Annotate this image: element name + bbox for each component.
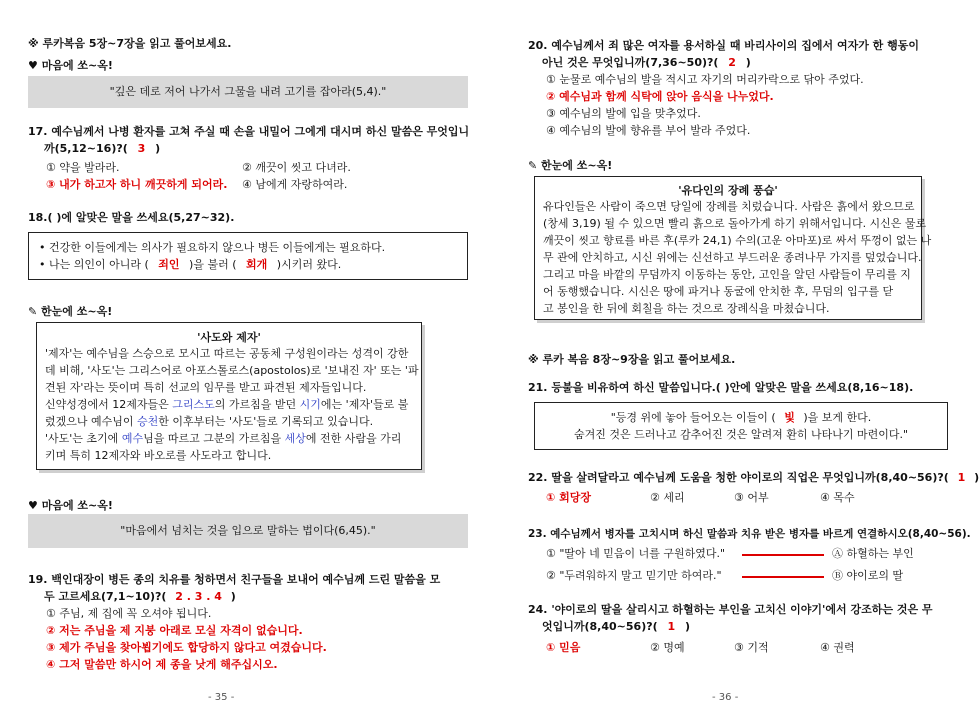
knowledge-line: 견된 자'라는 뜻이며 특히 선교의 임무를 받고 파견된 제자들입니다. bbox=[45, 381, 367, 394]
q18-prompt: 18.( )에 알맞은 말을 쓰세요(5,27~32). bbox=[28, 211, 235, 224]
q20-prompt-end: 아닌 것은 무엇입니까(7,36~50)?( bbox=[542, 56, 719, 69]
q17-answer: 3 bbox=[137, 142, 146, 155]
q21-box bbox=[534, 402, 948, 450]
q23-prompt: 23. 예수님께서 병자를 고치시며 하신 말씀과 치유 받은 병자를 바르게 연결하시오(8,40~56). bbox=[528, 528, 971, 540]
q19-option-3: ③ 제가 주님을 찾아뵙기에도 합당하지 않다고 여겼습니다. bbox=[46, 641, 327, 654]
q23-right-1: Ⓐ 하혈하는 부인 bbox=[832, 547, 914, 560]
q19-option-2: ② 저는 주님을 제 지붕 아래로 모실 자격이 없습니다. bbox=[46, 624, 303, 637]
page-number: - 35 - bbox=[208, 692, 235, 703]
q19-prompt-end: 두 고르세요(7,1~10)?( bbox=[44, 590, 167, 603]
knowledge-highlight: 그리스도 bbox=[172, 398, 215, 411]
q17-line2 bbox=[44, 141, 160, 157]
knowledge-line bbox=[45, 396, 413, 413]
knowledge-box-burial bbox=[534, 176, 932, 320]
q18-line2 bbox=[39, 256, 457, 273]
knowledge-line: 무 관에 안치하고, 시신 위에는 신선하고 부드러운 종려나무 가지를 덮었습니다. bbox=[543, 251, 922, 264]
q22-prompt: 22. 딸을 살려달라고 예수님께 도움을 청한 야이로의 직업은 무엇입니까(8,40~56)?( bbox=[528, 471, 949, 484]
knowledge-text: 한 이후부터는 '사도'들로 기록되고 있습니다. bbox=[158, 415, 374, 428]
knowledge-highlight: 승천 bbox=[137, 415, 159, 428]
knowledge-text: '사도'는 초기에 bbox=[45, 432, 119, 445]
q22-line1 bbox=[528, 470, 979, 486]
q19-line1: 19. 백인대장이 병든 종의 치유를 청하면서 친구들을 보내어 예수님께 드린 말씀을 모 bbox=[28, 573, 441, 586]
q23-left-1: ① "딸아 네 믿음이 너를 구원하였다." bbox=[546, 547, 726, 560]
q23-connector-line-1 bbox=[742, 554, 824, 556]
q24-option-1: ① 믿음 bbox=[546, 641, 581, 654]
q23-right-2: Ⓑ 야이로의 딸 bbox=[832, 569, 904, 582]
q19-line2 bbox=[44, 589, 236, 605]
verse-box-2 bbox=[28, 514, 468, 548]
knowledge-highlight: 시기 bbox=[299, 398, 321, 411]
q24-answer: 1 bbox=[667, 620, 676, 633]
knowledge-text: 의 가르침을 받던 bbox=[214, 398, 297, 411]
q22-option-3: ③ 어부 bbox=[734, 491, 769, 504]
q20-line1: 20. 예수님께서 죄 많은 여자를 용서하실 때 바리사이의 집에서 여자가 한 행동이 bbox=[528, 39, 920, 52]
q24-option-4: ④ 권력 bbox=[820, 641, 855, 654]
q23-connector-line-2 bbox=[742, 576, 824, 578]
q20-option-4: ④ 예수님의 발에 향유를 부어 발라 주었다. bbox=[546, 124, 751, 137]
q18-box bbox=[28, 232, 468, 280]
q20-line2 bbox=[542, 55, 751, 71]
q18-line2-a: • 나는 의인이 아니라 ( bbox=[39, 258, 149, 271]
q17-option-1: ① 약을 발라라. bbox=[46, 161, 120, 174]
knowledge-label-2: ✎ 한눈에 쏘~옥! bbox=[528, 159, 613, 172]
q19-option-4: ④ 그저 말씀만 하시어 제 종을 낫게 해주십시오. bbox=[46, 658, 278, 671]
q21-line1-b: )을 보게 한다. bbox=[803, 411, 872, 424]
q17-option-4: ④ 남에게 자랑하여라. bbox=[242, 178, 348, 191]
knowledge-line: 깨끗이 씻고 향료를 바른 후(루카 24,1) 수의(고운 아마포)로 싸서 뚜껑이 없는 나 bbox=[543, 234, 932, 247]
knowledge-text: 에는 '제자'들로 불 bbox=[320, 398, 409, 411]
q22-option-4: ④ 목수 bbox=[820, 491, 855, 504]
q24-option-3: ③ 기적 bbox=[734, 641, 769, 654]
knowledge-line bbox=[45, 430, 413, 447]
q22-option-1: ① 회당장 bbox=[546, 491, 592, 504]
knowledge-line: 어 동행했습니다. 시신은 땅에 파거나 동굴에 안치한 후, 무덤의 입구를 닫 bbox=[543, 285, 894, 298]
section-heading-2: ※ 루카 복음 8장~9장을 읽고 풀어보세요. bbox=[528, 353, 736, 366]
q21-line1 bbox=[543, 409, 939, 426]
verse-text-2: "마음에서 넘치는 것을 입으로 말하는 법이다(6,45)." bbox=[120, 524, 376, 537]
q22-close: ) bbox=[974, 471, 979, 484]
q20-option-3: ③ 예수님의 발에 입을 맞추었다. bbox=[546, 107, 701, 120]
q18-answer-1: 죄인 bbox=[158, 258, 180, 271]
verse-text: "깊은 데로 저어 나가서 그물을 내려 고기를 잡아라(5,4)." bbox=[109, 85, 387, 98]
q20-answer: 2 bbox=[728, 56, 736, 69]
knowledge-text: 신약성경에서 12제자들은 bbox=[45, 398, 169, 411]
knowledge-title: '사도와 제자' bbox=[197, 331, 261, 344]
q19-answer: 2 . 3 . 4 bbox=[175, 590, 222, 603]
verse-label: ♥ 마음에 쏘~옥! bbox=[28, 59, 113, 72]
q24-line2 bbox=[542, 619, 690, 635]
q18-answer-2: 회개 bbox=[246, 258, 268, 271]
left-page bbox=[0, 0, 470, 720]
q22-option-2: ② 세리 bbox=[650, 491, 685, 504]
knowledge-line: (창세 3,19) 될 수 있으면 빨리 흙으로 돌아가게 하기 위해서입니다. 시신은 물로 bbox=[543, 217, 927, 230]
knowledge-line: '제자'는 예수님을 스승으로 모시고 따르는 공동체 구성원이라는 성격이 강한 bbox=[45, 347, 409, 360]
knowledge-line: 고 봉인을 한 뒤에 회칠을 하는 것으로 장례식을 마쳤습니다. bbox=[543, 302, 830, 315]
section-heading: ※ 루카복음 5장~7장을 읽고 풀어보세요. bbox=[28, 37, 232, 50]
q22-answer: 1 bbox=[957, 471, 966, 484]
knowledge-highlight: 예수 bbox=[121, 432, 144, 445]
knowledge-line: 키며 특히 12제자와 바오로를 사도라고 합니다. bbox=[45, 449, 272, 462]
knowledge-line: 유다인들은 사람이 죽으면 당일에 장례를 치렀습니다. 사람은 흙에서 왔으므로 bbox=[543, 200, 915, 213]
q21-answer: 빛 bbox=[784, 411, 795, 424]
knowledge-text: 렸겠으나 예수님이 bbox=[45, 415, 134, 428]
knowledge-line: 데 비해, '사도'는 그리스어로 아포스톨로스(apostolos)로 '보내진 자' 또는 '파 bbox=[45, 364, 419, 377]
q17-close: ) bbox=[155, 142, 161, 155]
q17-prompt-end: 까(5,12~16)?( bbox=[44, 142, 128, 155]
knowledge-highlight: 세상 bbox=[284, 432, 306, 445]
q21-prompt: 21. 등불을 비유하여 하신 말씀입니다.( )안에 알맞은 말을 쓰세요(8,16~18). bbox=[528, 381, 914, 394]
q20-option-2: ② 예수님과 함께 식탁에 앉아 음식을 나누었다. bbox=[546, 90, 774, 103]
knowledge-box-apostles bbox=[36, 322, 422, 470]
knowledge-label: ✎ 한눈에 쏘~옥! bbox=[28, 305, 113, 318]
knowledge-line bbox=[45, 413, 413, 430]
q18-line2-b: )을 불러 ( bbox=[189, 258, 237, 271]
q17-line1: 17. 예수님께서 나병 환자를 고쳐 주실 때 손을 내밀어 그에게 대시며 하신 말씀은 무엇입니 bbox=[28, 125, 470, 138]
q24-prompt-end: 엇입니까(8,40~56)?( bbox=[542, 620, 658, 633]
knowledge-title-2: '유다인의 장례 풍습' bbox=[678, 184, 778, 197]
q19-close: ) bbox=[230, 590, 236, 603]
q20-option-1: ① 눈물로 예수님의 발을 적시고 자기의 머리카락으로 닦아 주었다. bbox=[546, 73, 864, 86]
q19-option-1: ① 주님, 제 집에 꼭 오셔야 됩니다. bbox=[46, 607, 212, 620]
q18-line2-c: )시키러 왔다. bbox=[276, 258, 342, 271]
q18-line1: • 건강한 이들에게는 의사가 필요하지 않으나 병든 이들에게는 필요하다. bbox=[39, 241, 386, 254]
q24-line1: 24. '야이로의 딸을 살리시고 하혈하는 부인을 고치신 이야기'에서 강조하는 것은 무 bbox=[528, 603, 933, 616]
q21-line2: 숨겨진 것은 드러나고 감추어진 것은 알려져 환히 나타나기 마련이다." bbox=[573, 428, 909, 441]
knowledge-text: 에 전한 사람을 가리 bbox=[305, 432, 402, 445]
right-page bbox=[490, 0, 979, 720]
q21-line1-a: "등경 위에 놓아 들어오는 이들이 ( bbox=[610, 411, 776, 424]
q23-left-2: ② "두려워하지 말고 믿기만 하여라." bbox=[546, 569, 722, 582]
q17-option-2: ② 깨끗이 씻고 다녀라. bbox=[242, 161, 351, 174]
verse-label-2: ♥ 마음에 쏘~옥! bbox=[28, 499, 113, 512]
page-number-2: - 36 - bbox=[712, 692, 739, 703]
knowledge-text: 님을 따르고 그분의 가르침을 bbox=[143, 432, 282, 445]
q20-close: ) bbox=[745, 56, 751, 69]
verse-box bbox=[28, 76, 468, 108]
q24-option-2: ② 명예 bbox=[650, 641, 685, 654]
q17-option-3: ③ 내가 하고자 하니 깨끗하게 되어라. bbox=[46, 178, 228, 191]
q24-close: ) bbox=[684, 620, 691, 633]
knowledge-line: 그리고 마을 바깥의 무덤까지 이동하는 동안, 고인을 알던 사람들이 무리를 지 bbox=[543, 268, 911, 281]
